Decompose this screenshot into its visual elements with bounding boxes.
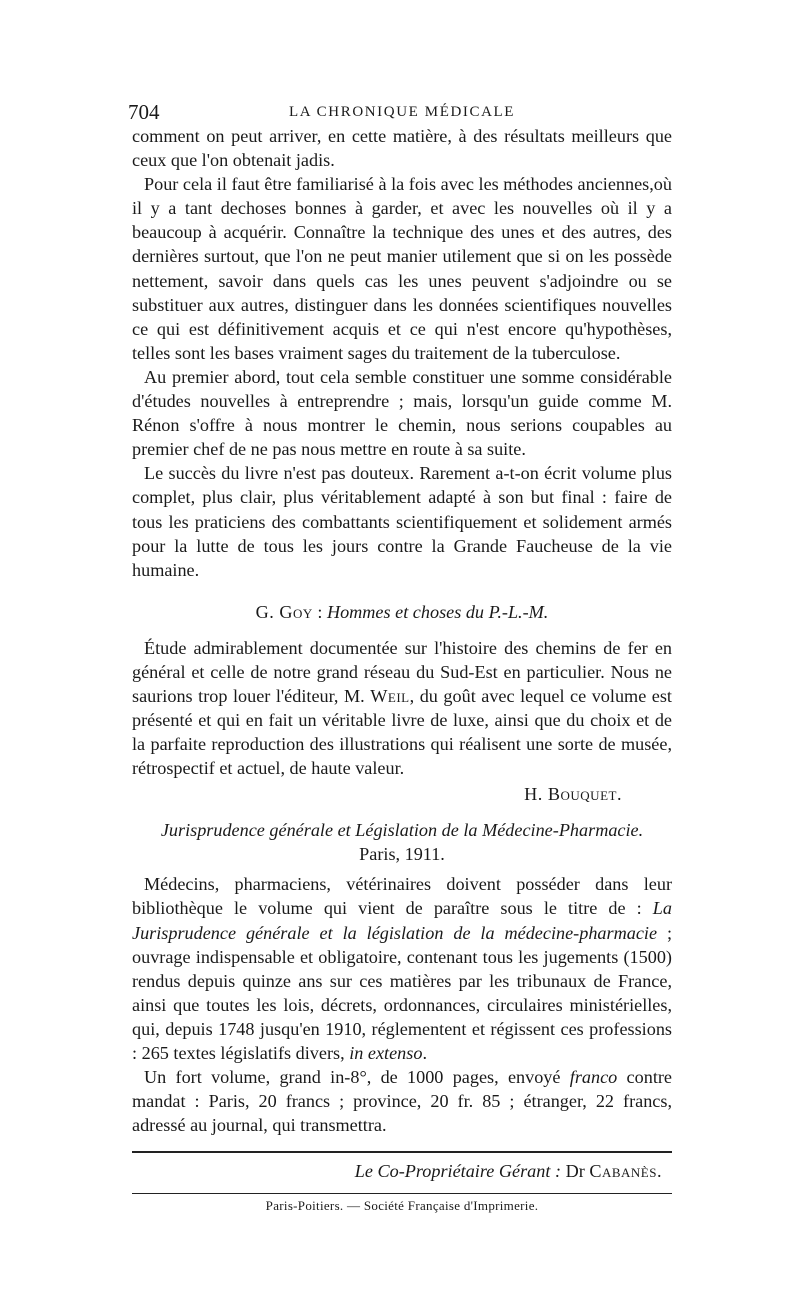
paragraph-continuation: comment on peut arriver, en cette matière, à des résultats meilleurs que ceux que l'on obtenait jadis. [132,126,672,171]
footer-rule [132,1151,672,1153]
paragraph-success: Le succès du livre n'est pas douteux. Rarement a-t-on écrit volume plus complet, plus clair, plus véritablement adapté à son but final : faire de tous les praticiens des combattants scientifiquement et solidement armés pour la lutte de tous les jours contre la Grande Faucheuse de la vie humaine. [132,463,672,580]
jurisprudence-book-title: La Jurisprudence générale et la législation de la médecine-pharmacie [132,898,672,943]
franco: franco [569,1067,618,1088]
paragraph-order: Un fort volume, grand in-8°, de 1000 pages, envoyé franco contre mandat : Paris, 20 francs ; province, 20 fr. 85 ; étranger, 22 francs, adressé au journal, qui transmettra. [132,1067,672,1136]
publisher-name: Weil [370,685,410,706]
printer-imprint: Paris-Poitiers. — Société Française d'Imprimerie. [265,1198,539,1214]
page-number: 704 [128,100,160,124]
review-signature: H. Bouquet. [524,784,622,805]
paragraph-guide: Au premier abord, tout cela semble constituer une somme considérable d'études nouvelles à entreprendre ; mais, lorsqu'un guide comme M. Rénon s'offre à nous montrer le chemin, nous serions coupables au premier chef de ne pas nous mettre en route à sa suite. [132,366,672,460]
gerant-title: Dr [565,1161,585,1182]
gerant-label: Le Co-Propriétaire Gérant : [354,1161,562,1182]
review-heading-goy [132,600,672,624]
review-text: Étude admirablement documentée sur l'histoire des chemins de fer en général et celle de notre grand réseau du Sud-Est en particulier. Nous ne saurions trop louer l'éditeur, M. [132,637,672,706]
page [128,96,672,1214]
review-text: , du goût avec lequel ce volume est présenté et qui en fait un véritable livre de luxe, ainsi que du choix et de la parfaite reproduction des illustrations qui réalisent une sorte de musée, rétrospectif et actuel, de haute valeur. [132,685,672,779]
in-extenso: in extenso [349,1043,423,1063]
imprint-rule [132,1193,672,1194]
jurisprudence-title: Jurisprudence générale et Législation de la Médecine-Pharmacie. [160,820,644,841]
heading-separator: : [312,601,327,622]
review-heading-jurisprudence [132,818,672,842]
jurisprudence-place-year: Paris, 1911. [359,844,445,865]
paragraph-methods: Pour cela il faut être familiarisé à la fois avec les méthodes anciennes,où il y a tant dechoses bonnes à garder, et avec les nouvelles où il y a beaucoup à acquérir. Connaître la technique des unes et des autres, des dernières surtout, que l'on ne peut manier utilement que si on les possède nettement, savoir dans quels cas les unes peuvent s'adjoindre ou se substituer aux autres, distinguer dans les données scientifiques nouvelles ce qui est définitivement acquis et ce qui n'est encore qu'hypothèses, telles sont les bases vraiment sages du traitement de la tuberculose. [132,174,672,363]
gerant-line [132,1159,672,1183]
gerant-name: Cabanès. [589,1161,662,1182]
book-title: Hommes et choses du P.-L.-M. [326,601,549,622]
paragraph-jurisprudence: Médecins, pharmaciens, vétérinaires doivent posséder dans leur bibliothèque le volume qui vient de paraître sous le titre de : La Jurisprudence générale et la législation de la médecine-pharmacie ; ouvrage indispensable et obligatoire, contenant tous les jugements (1500) rendus depuis quinze ans sur ces matières par les tribunaux de France, ainsi que toutes les lois, décrets, ordonnances, circulaires ministérielles, qui, depuis 1748 jusqu'en 1910, réglementent et régissent ces professions : 265 textes législatifs divers, in extenso. [132,874,672,1063]
paragraph-goy-review [132,636,672,781]
author-name: G. Goy [255,601,313,622]
running-title: LA CHRONIQUE MÉDICALE [288,104,516,120]
page-header [128,96,672,124]
